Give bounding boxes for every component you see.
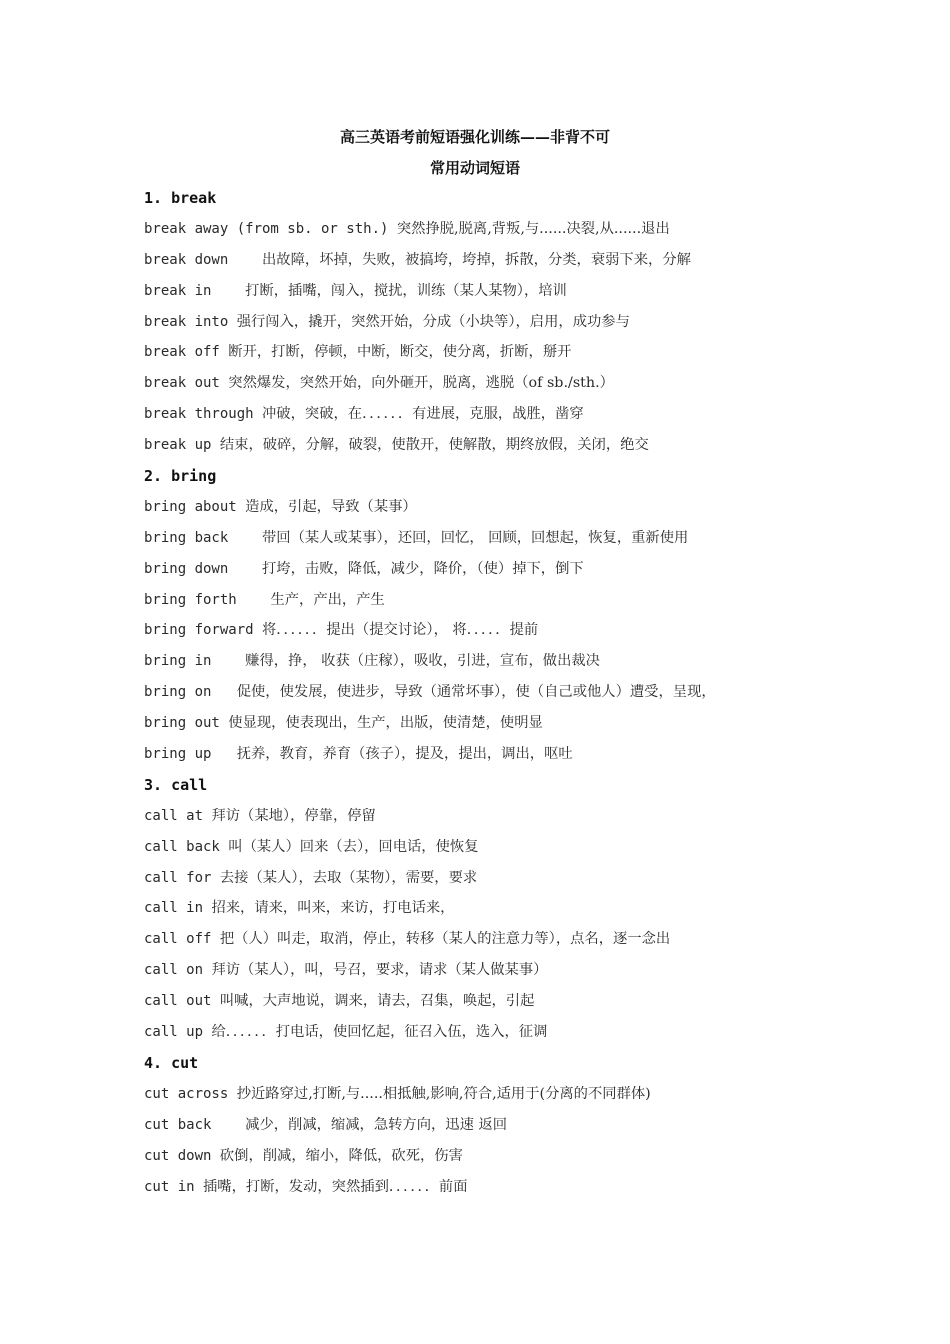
phrase-term: cut across [144,1085,237,1102]
phrase-term: break through [144,406,263,423]
phrase-meaning: 插嘴，打断，发动，突然插到．．．．．．前面 [203,1178,468,1195]
phrase-term: bring down [144,560,263,577]
phrase-term: bring up [144,746,237,763]
phrase-meaning: 强行闯入，撬开，突然开始，分成（小块等），启用，成功参与 [236,313,630,330]
phrase-entry [144,214,834,245]
phrase-term: bring back [144,529,263,546]
phrase-term: cut down [144,1147,220,1164]
phrase-entry [144,1110,834,1141]
phrase-entry [144,554,834,585]
section-heading: 1. break [144,189,217,207]
phrase-term: break in [144,282,246,299]
phrase-meaning: 叫喊，大声地说，调来，请去，召集，唤起，引起 [219,993,535,1010]
phrase-entry [144,801,834,832]
phrase-entry [144,523,834,554]
phrase-entry [144,368,834,399]
document-title: 高三英语考前短语强化训练——非背不可 [339,128,610,146]
phrase-term: bring on [144,684,237,701]
phrase-entry [144,708,834,739]
phrase-entry [144,430,834,461]
phrase-term: bring in [144,653,246,670]
phrase-entry [144,739,834,770]
phrase-meaning: 去接（某人），去取（某物），需要，要求 [219,869,478,886]
phrase-meaning: 出故障，坏掉，失败，被搞垮，垮掉，拆散，分类，衰弱下来，分解 [262,251,691,268]
phrase-meaning: 抄近路穿过,打断,与.....相抵触,影响,符合,适用于(分离的不同群体) [236,1085,651,1102]
phrase-term: bring forward [144,622,263,639]
phrase-term: break into [144,313,237,330]
phrase-entry [144,492,834,523]
phrase-term: call up [144,1024,212,1041]
phrase-meaning: 拜访（某地），停靠，停留 [211,807,376,824]
phrase-meaning: 招来，请来，叫来，来访，打电话来， [211,900,455,917]
phrase-term: call for [144,869,220,886]
phrase-meaning: 减少，削减，缩减，急转方向，迅速 返回 [245,1116,508,1133]
phrase-entry [144,646,834,677]
phrase-meaning: 促使，使发展，使进步，导致（通常坏事），使（自己或他人）遭受，呈现， [236,684,716,701]
phrase-list [144,183,834,1202]
phrase-meaning: 带回（某人或某事），还回，回忆， 回顾，回想起，恢复，重新使用 [262,529,689,546]
phrase-meaning: 冲破，突破，在．．．．．．有进展，克服，战胜，凿穿 [262,406,584,423]
phrase-term: bring out [144,715,229,732]
phrase-meaning: 使显现，使表现出，生产，出版，使清楚，使明显 [228,715,543,732]
phrase-entry [144,307,834,338]
phrase-term: bring forth [144,591,271,608]
phrase-entry [144,955,834,986]
phrase-term: break away (from sb. or sth.) [144,220,397,237]
phrase-entry [144,1141,834,1172]
phrase-meaning: 突然挣脱,脱离,背叛,与......决裂,从......退出 [396,220,670,237]
phrase-entry [144,832,834,863]
phrase-term: call off [144,931,220,948]
document-subtitle: 常用动词短语 [429,159,520,177]
section-heading: 3. call [144,775,208,794]
phrase-entry [144,585,834,616]
phrase-entry [144,615,834,646]
phrase-entry [144,1017,834,1048]
phrase-meaning: 将．．．．．．提出（提交讨论）， 将．．．．．提前 [262,622,539,639]
phrase-meaning: 给．．．．．．打电话，使回忆起，征召入伍，选入，征调 [211,1024,548,1041]
phrase-term: call on [144,962,212,979]
phrase-term: cut in [144,1178,204,1195]
phrase-meaning: 叫（某人）回来（去），回电话，使恢复 [228,838,479,855]
phrase-term: call back [144,838,229,855]
phrase-entry [144,1079,834,1110]
phrase-term: break out [144,375,229,392]
phrase-meaning: 结束，破碎，分解，破裂，使散开，使解散，期终放假，关闭，绝交 [219,437,649,454]
phrase-term: call in [144,900,212,917]
phrase-term: break down [144,251,263,268]
phrase-term: break off [144,344,229,361]
phrase-meaning: 抚养，教育，养育（孩子），提及，提出，调出，呕吐 [236,746,573,763]
phrase-meaning: 打断，插嘴，闯入，搅扰，训练（某人某物），培训 [245,282,567,299]
phrase-entry [144,1172,834,1203]
phrase-entry [144,986,834,1017]
phrase-entry [144,893,834,924]
phrase-term: call at [144,807,212,824]
phrase-term: bring about [144,498,246,515]
phrase-meaning: 断开，打断，停顿，中断，断交，使分离，折断，掰开 [228,344,572,361]
phrase-entry [144,245,834,276]
phrase-entry [144,337,834,368]
phrase-meaning: 赚得，挣， 收获（庄稼），吸收，引进，宣布，做出裁决 [245,653,600,670]
phrase-meaning: 拜访（某人），叫，号召，要求，请求（某人做某事） [211,962,548,979]
phrase-term: call out [144,993,220,1010]
phrase-entry [144,863,834,894]
phrase-entry [144,276,834,307]
phrase-meaning: 突然爆发，突然开始，向外砸开，脱离，逃脱（of sb./sth.） [228,375,614,392]
section-heading: 4. cut [144,1053,199,1072]
phrase-term: break up [144,437,220,454]
phrase-term: cut back [144,1116,246,1133]
phrase-meaning: 把（人）叫走，取消，停止，转移（某人的注意力等），点名，逐一念出 [219,931,671,948]
phrase-entry [144,677,834,708]
phrase-meaning: 砍倒，削减，缩小，降低，砍死，伤害 [219,1147,463,1164]
phrase-entry [144,399,834,430]
section-heading: 2. bring [144,467,217,486]
phrase-meaning: 造成，引起，导致（某事） [245,498,417,515]
phrase-meaning: 生产，产出，产生 [270,591,385,608]
phrase-entry [144,924,834,955]
phrase-meaning: 打垮，击败，降低，减少，降价，（使）掉下，倒下 [262,560,584,577]
